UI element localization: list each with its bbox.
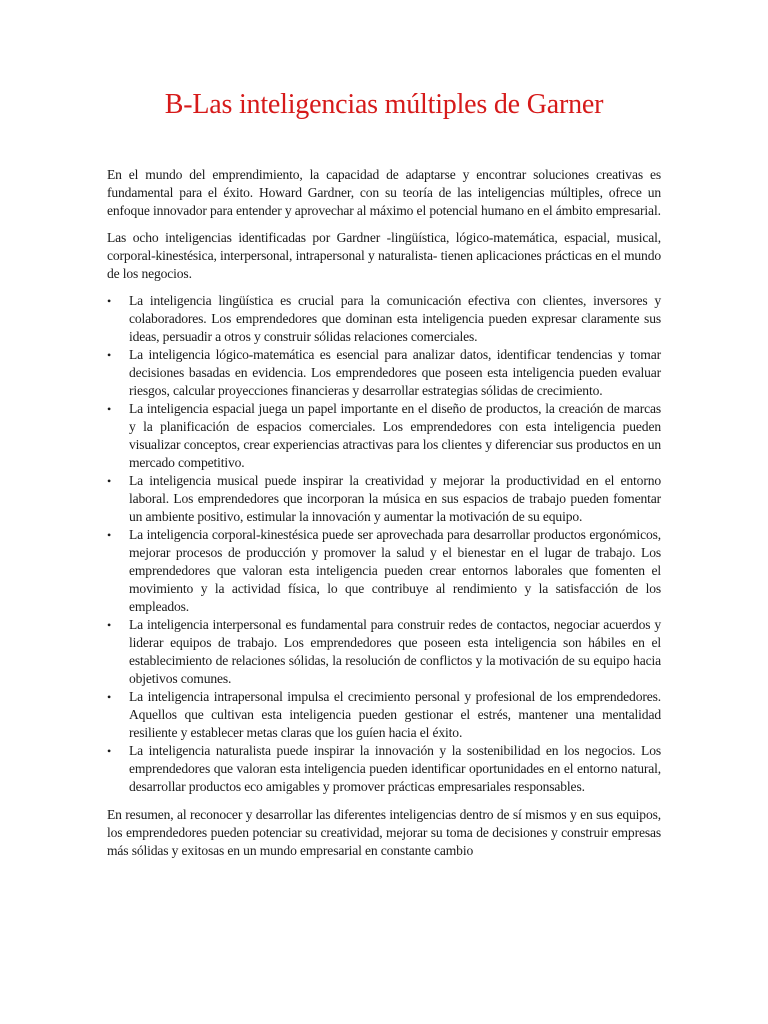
list-item-text: La inteligencia lingüística es crucial para la comunicación efectiva con clientes, inversores y colaboradores. Los emprendedores que dominan esta inteligencia pueden expresar claramente sus ideas, persuadir a otros y construir sólidas relaciones comerciales. bbox=[129, 292, 661, 344]
intro-paragraph-1: En el mundo del emprendimiento, la capacidad de adaptarse y encontrar soluciones creativas es fundamental para el éxito. Howard Gardner, con su teoría de las inteligencias múltiples, ofrece un enfoque innovador para entender y aprovechar al máximo el potencial humano en el ámbito empresarial. bbox=[107, 166, 661, 218]
page-title: B-Las inteligencias múltiples de Garner bbox=[164, 89, 604, 120]
bullet-icon: • bbox=[107, 527, 112, 542]
list-item-text: La inteligencia naturalista puede inspirar la innovación y la sostenibilidad en los negocios. Los emprendedores que valoran esta inteligencia pueden identificar oportunidades en el entorno natural, desarrollar productos eco amigables y promover prácticas empresariales responsables. bbox=[129, 742, 661, 794]
bullet-icon: • bbox=[107, 617, 112, 632]
list-item-intrapersonal bbox=[107, 688, 661, 742]
list-item-logical-mathematical bbox=[107, 346, 661, 400]
bullet-icon: • bbox=[107, 473, 112, 488]
intelligences-list bbox=[107, 292, 661, 796]
list-item-bodily-kinesthetic bbox=[107, 526, 661, 616]
list-item-text: La inteligencia intrapersonal impulsa el crecimiento personal y profesional de los emprendedores. Aquellos que cultivan esta inteligencia pueden gestionar el estrés, mantener una mentalidad resiliente y establecer metas claras que los guíen hacia el éxito. bbox=[129, 688, 661, 740]
bullet-icon: • bbox=[107, 689, 112, 704]
list-item-text: La inteligencia musical puede inspirar la creatividad y mejorar la productividad en el entorno laboral. Los emprendedores que incorporan la música en sus espacios de trabajo pueden fomentar un ambiente positivo, estimular la innovación y aumentar la motivación de su equipo. bbox=[129, 472, 661, 524]
list-item-text: La inteligencia corporal-kinestésica puede ser aprovechada para desarrollar productos ergonómicos, mejorar procesos de producción y promover la salud y el bienestar en el lugar de trabajo. Los emprendedores que valoran esta inteligencia pueden crear entornos laborales que fomenten el movimiento y la actividad física, lo que contribuye al rendimiento y la satisfacción de los empleados. bbox=[129, 526, 661, 614]
document-page bbox=[107, 88, 661, 869]
bullet-icon: • bbox=[107, 401, 112, 416]
bullet-icon: • bbox=[107, 743, 112, 758]
list-item-interpersonal bbox=[107, 616, 661, 688]
bullet-icon: • bbox=[107, 347, 112, 362]
conclusion-paragraph: En resumen, al reconocer y desarrollar las diferentes inteligencias dentro de sí mismos y en sus equipos, los emprendedores pueden potenciar su creatividad, mejorar su toma de decisiones y construir empresas más sólidas y exitosas en un mundo empresarial en constante cambio bbox=[107, 806, 661, 858]
list-item-text: La inteligencia lógico-matemática es esencial para analizar datos, identificar tendencias y tomar decisiones basadas en evidencia. Los emprendedores que poseen esta inteligencia pueden evaluar riesgos, calcular proyecciones financieras y desarrollar estrategias sólidas de crecimiento. bbox=[129, 346, 661, 398]
intro-paragraph-2: Las ocho inteligencias identificadas por Gardner -lingüística, lógico-matemática, espacial, musical, corporal-kinestésica, interpersonal, intrapersonal y naturalista- tienen aplicaciones prácticas en el mundo de los negocios. bbox=[107, 229, 661, 281]
bullet-icon: • bbox=[107, 293, 112, 308]
list-item-spatial bbox=[107, 400, 661, 472]
list-item-linguistic bbox=[107, 292, 661, 346]
list-item-text: La inteligencia espacial juega un papel importante en el diseño de productos, la creación de marcas y la planificación de espacios comerciales. Los emprendedores con esta inteligencia pueden visualizar conceptos, crear experiencias atractivas para los clientes y diferenciar sus productos en un mercado competitivo. bbox=[129, 400, 661, 470]
list-item-text: La inteligencia interpersonal es fundamental para construir redes de contactos, negociar acuerdos y liderar equipos de trabajo. Los emprendedores que poseen esta inteligencia son hábiles en el establecimiento de relaciones sólidas, la resolución de conflictos y la motivación de su equipo hacia objetivos comunes. bbox=[129, 616, 661, 686]
list-item-musical bbox=[107, 472, 661, 526]
list-item-naturalist bbox=[107, 742, 661, 796]
